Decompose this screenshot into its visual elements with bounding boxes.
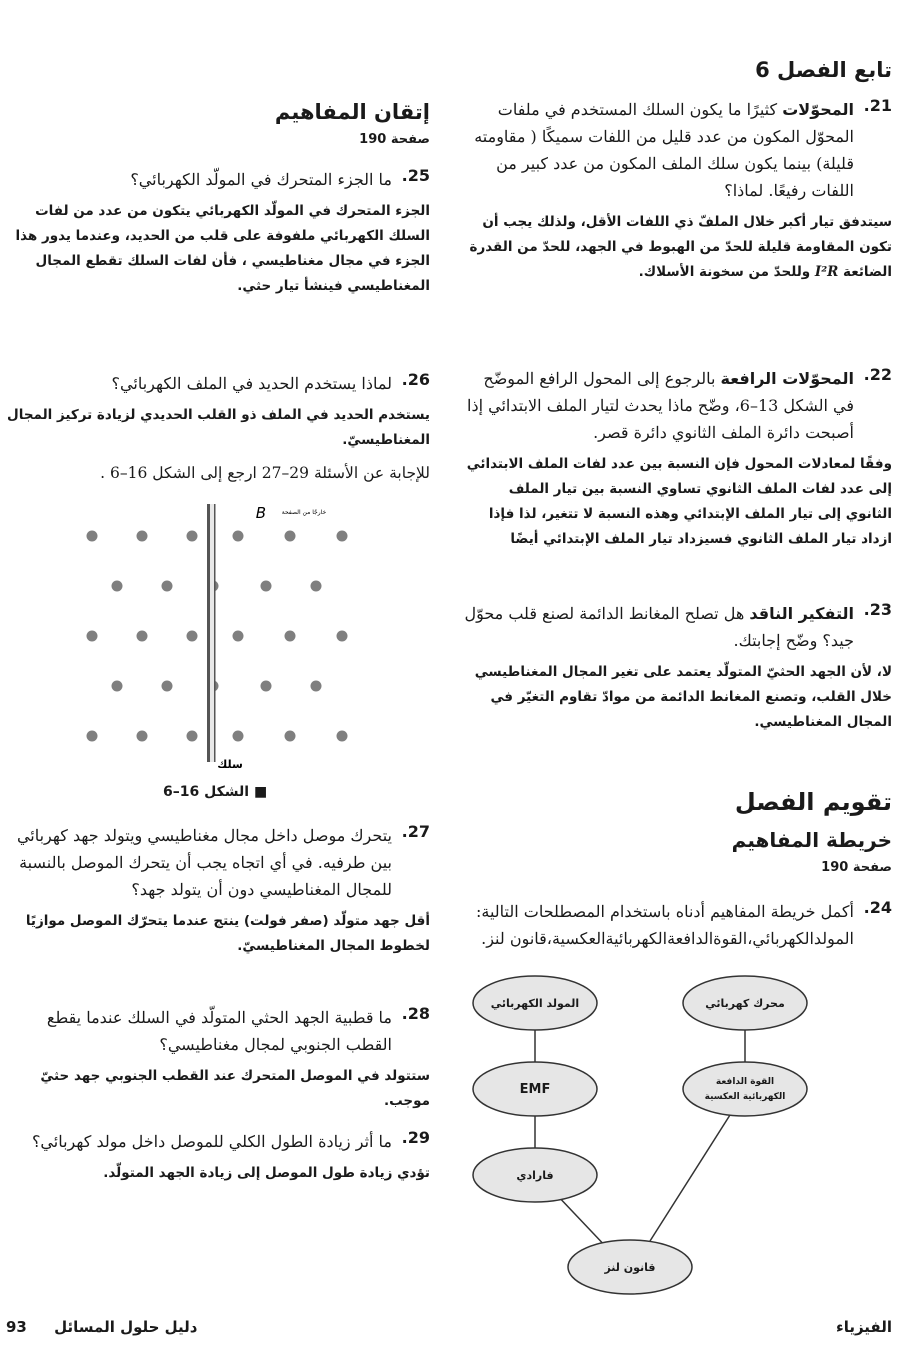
node-label: القوة الدافعة [715,1077,775,1087]
question-21 [460,96,892,285]
question-25 [0,166,430,299]
question-number: 22. [863,365,892,384]
question-body: بالرجوع إلى المحول الرافع الموضّح في الشكل 13–6، وضّح ماذا يحدث لتيار الملف الابتدائي إذا أصبحت دائرة الملف الثانوي دائرة قصر. [467,369,854,442]
field-dot [233,531,244,542]
field-dot [162,681,173,692]
question-22 [460,365,892,552]
question-number: 21. [863,96,892,115]
field-dot [337,531,348,542]
assessment-title: تقويم الفصل [734,788,892,816]
field-dot [187,531,198,542]
page-ref: صفحة 190 [821,860,892,875]
question-text: ما قطبية الجهد الحثي المتولّد في السلك عندما يقطع القطب الجنوبي لمجال مغناطيسي؟ [46,1008,392,1054]
field-dot [137,731,148,742]
footer-guide-title: دليل حلول المسائل [54,1318,198,1336]
answer-text [460,210,892,285]
figure-intro: للإجابة عن الأسئلة 29–27 ارجع إلى الشكل 16–6 . [100,464,430,482]
field-dot [87,731,98,742]
answer-text: لا، لأن الجهد الحثيّ المتولّد يعتمد على تغير المجال المغناطيسي خلال القلب، وتصنع المغانط الدائمة من موادّ تقاوم التغيّر في المجال المغناطيسي. [474,664,892,730]
question-text: يتحرك موصل داخل مجال مغناطيسي ويتولد جهد كهربائي بين طرفيه. في أي اتجاه يجب أن يتحرك الموصل بالنسبة للمجال المغناطيسي دون أن يتولد جهد؟ [16,826,392,899]
field-dot [285,731,296,742]
map-link [650,1115,730,1241]
wire-body [210,504,214,762]
question-text [460,96,854,204]
section-title: إتقان المفاهيم [274,100,430,124]
page-number: 93 [6,1318,27,1336]
question-text: ما أثر زيادة الطول الكلي للموصل داخل مولد كهربائي؟ [31,1132,392,1151]
figure-6-16 [70,502,370,772]
question-27 [0,822,430,959]
page-ref: صفحة 190 [359,132,430,147]
question-number: 27. [401,822,430,841]
caption-text: الشكل 16–6 [163,784,250,800]
figure-caption [163,784,267,800]
field-dot [311,681,322,692]
caption-marker: ■ [253,784,268,800]
footer-subject: الفيزياء [836,1318,892,1336]
node-label: محرك كهربائي [705,997,785,1010]
answer-text: أقل جهد متولّد (صفر فولت) ينتج عندما يتحرّك الموصل موازيًا لخطوط المجال المغناطيسيّ. [25,913,430,954]
node-label: قانون لنز [604,1261,656,1274]
concept-map-title: خريطة المفاهيم [731,828,892,852]
field-dot [311,581,322,592]
answer-text: وفقًا لمعادلات المحول فإن النسبة بين عدد لفات الملف الابتدائي إلى عدد لفات الملف الثانوي تساوي النسبة بين تيار الملف الثانوي إلى تيار الملف الإبتدائي وهذه النسبة لا تتغير، لذا فإذا ازداد تيار الملف الثانوي فسيزداد تيار الملف الإبتدائي أيضًا [466,456,892,547]
wire-label: سلك [217,758,243,771]
question-28 [0,1004,430,1114]
field-dot [233,631,244,642]
question-lead: التفكير الناقد [749,604,854,623]
field-dot [337,731,348,742]
question-number: 29. [401,1128,430,1147]
field-dot [285,631,296,642]
question-number: 26. [401,370,430,389]
field-dot [162,581,173,592]
node-label: المولد الكهربائي [490,997,580,1010]
question-23 [460,600,892,735]
field-dot [285,531,296,542]
question-26 [0,370,430,453]
answer-part: سيتدفق تيار أكبر خلال الملفّ ذي اللفات الأقل، ولذلك يجب أن تكون المقاومة قليلة للحدّ من الهبوط في الجهد، للحدّ من القدرة الضائعة [469,214,892,280]
question-number: 28. [401,1004,430,1023]
node-back-emf [683,1062,807,1116]
answer-text: يستخدم الحديد في الملف ذو القلب الحديدي لزيادة تركيز المجال المغناطيسيّ. [7,407,430,448]
field-label: B [255,504,266,522]
question-text [460,365,854,446]
question-text [460,600,854,654]
field-dot [137,531,148,542]
field-sublabel: خارجًا من الصفحة [281,509,327,516]
wire-right-edge [214,504,216,762]
chapter-header: تابع الفصل 6 [755,58,892,82]
field-dot [337,631,348,642]
node-label: الكهربائية العكسية [704,1092,786,1102]
field-dot [112,681,123,692]
formula: I²R [814,264,839,280]
question-24 [460,898,892,952]
question-text: أكمل خريطة المفاهيم أدناه باستخدام المصطلحات التالية: المولدالكهربائي،القوةالدافعةالكهربائيةالعكسية،قانون لنز. [475,902,854,948]
answer-part: وللحدّ من سخونة الأسلاك. [638,264,811,280]
question-body: كثيرًا ما يكون السلك المستخدم في ملفات المحوّل المكون من عدد قليل من اللفات سميكًا ( مقاومته قليلة) بينما يكون سلك الملف المكون من عدد كبير من اللفات رفيعًا. لماذا؟ [474,100,854,200]
node-label: فارادي [516,1169,554,1182]
question-number: 23. [863,600,892,619]
question-lead: المحوّلات الرافعة [720,369,854,388]
field-dot [261,581,272,592]
question-text: ما الجزء المتحرك في المولّد الكهربائي؟ [130,170,392,189]
wire-left-edge [207,504,210,762]
field-dot [261,681,272,692]
field-dot [87,531,98,542]
field-dot [137,631,148,642]
answer-text: ستتولد في الموصل المتحرك عند القطب الجنوبي جهد حثيّ موجب. [40,1068,430,1109]
field-dot [233,731,244,742]
field-dot [187,631,198,642]
question-body: هل تصلح المغانط الدائمة لصنع قلب محوّل جيد؟ وضّح إجابتك. [464,604,854,650]
question-lead: المحوّلات [782,100,854,119]
question-number: 25. [401,166,430,185]
answer-text: الجزء المتحرك في المولّد الكهربائي يتكون من عدد من لفات السلك الكهربائي ملفوفة على قلب من الحديد، وعندما يدور هذا الجزء في مجال مغناطيسي ، فأن لفات السلك تقطع المجال المغناطيسي فينشأ تيار حثي. [15,203,430,294]
field-dots [87,531,348,742]
footer-guide [6,1318,198,1336]
question-number: 24. [863,898,892,917]
concept-map [460,965,880,1320]
field-dot [112,581,123,592]
question-29 [0,1128,430,1186]
field-dot [187,731,198,742]
field-dot [87,631,98,642]
question-text: لماذا يستخدم الحديد في الملف الكهربائي؟ [111,374,392,393]
node-label: EMF [519,1082,551,1097]
answer-text: تؤدي زيادة طول الموصل إلى زيادة الجهد المتولّد. [103,1165,430,1181]
